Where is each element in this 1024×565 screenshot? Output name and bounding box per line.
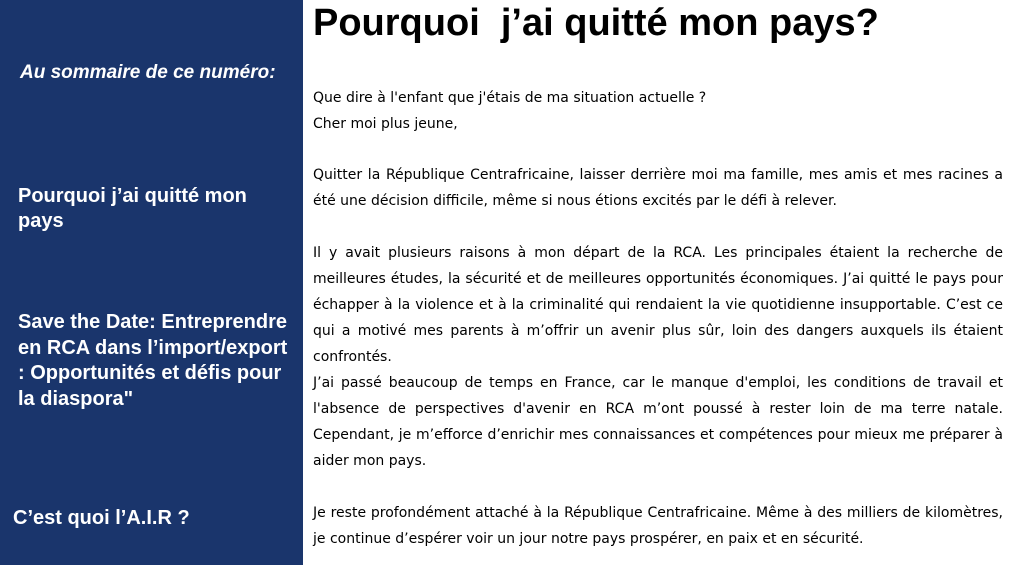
table-of-contents-sidebar bbox=[0, 0, 303, 565]
article-title: Pourquoi j’ai quitté mon pays? bbox=[313, 2, 879, 44]
article-paragraph: J’ai passé beaucoup de temps en France, car le manque d'emploi, les conditions de travail et l'absence de perspectives d'avenir en RCA m’ont poussé à rester loin de ma terre natale. Cependant, je m’efforce d’enrichir mes connaissances et compétences pour mieux me préparer à aider mon pays. bbox=[313, 375, 1003, 469]
article-paragraph: Je reste profondément attaché à la République Centrafricaine. Même à des milliers de kilomètres, je continue d’espérer voir un jour notre pays prospérer, en paix et en sécurité. bbox=[313, 505, 1003, 547]
greeting-question: Que dire à l'enfant que j'étais de ma situation actuelle ? bbox=[313, 90, 707, 106]
article-content bbox=[303, 0, 1024, 565]
article-paragraph: Quitter la République Centrafricaine, laisser derrière moi ma famille, mes amis et mes racines a été une décision difficile, même si nous étions excités par le défi à relever. bbox=[313, 167, 1003, 209]
sidebar-item-why-i-left[interactable]: Pourquoi j’ai quitté mon pays bbox=[18, 185, 247, 232]
greeting-salutation: Cher moi plus jeune, bbox=[313, 116, 458, 132]
sidebar-item-save-the-date[interactable]: Save the Date: Entreprendre en RCA dans l’import/export : Opportunités et défis pour la diaspora" bbox=[18, 311, 288, 410]
article-paragraph: Il y avait plusieurs raisons à mon départ de la RCA. Les principales étaient la recherche de meilleures études, la sécurité et de meilleures opportunités économiques. J’ai quitté le pays pour échapper à la violence et à la criminalité qui rendaient la vie quotidienne insupportable. C’est ce qui a motivé mes parents à m’offrir un avenir plus sûr, loin des dangers auxquels ils étaient confrontés. bbox=[313, 245, 1003, 365]
sidebar-heading: Au sommaire de ce numéro: bbox=[20, 62, 276, 83]
sidebar-item-what-is-air[interactable]: C’est quoi l’A.I.R ? bbox=[13, 507, 190, 529]
